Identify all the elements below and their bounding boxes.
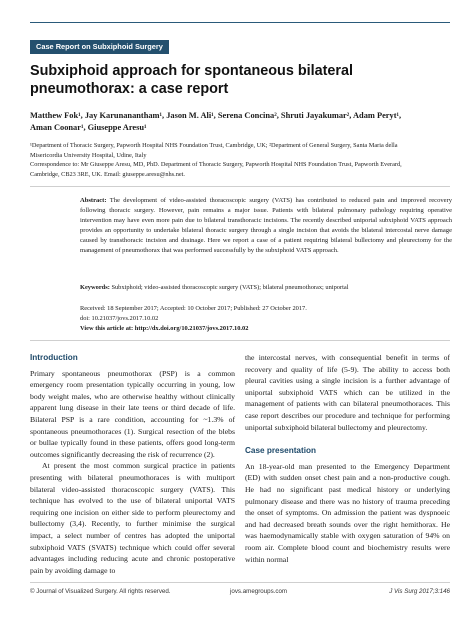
article-title: Subxiphoid approach for spontaneous bilateral pneumothorax: a case report xyxy=(30,63,354,97)
keywords xyxy=(80,283,452,293)
intro-paragraph-1: Primary spontaneous pneumothorax (PSP) is a common emergency room presentation typically occurring in young, low body weight males, who are otherwise healthy without clinically apparent lung disease in their late teens or third decade of life. Bilateral PSP is a rare condition, accounting for ~1.3% of spontaneous pneumothoraces (1). Surgical resection of the blebs or bullae typically found in these patients, offers good long-term outcomes significantly decreasing the risk of recurrence (2). xyxy=(30,368,235,459)
affiliation-line-2: Misericordia University Hospital, Udine, Italy xyxy=(30,151,147,159)
right-column xyxy=(245,352,450,565)
left-column xyxy=(30,352,235,576)
author-line-1: Matthew Fok¹, Jay Karunanantham¹, Jason M. Ali¹, Serena Concina², Shruti Jayakumar², Adam Peryt¹, xyxy=(30,111,402,120)
abstract-label: Abstract: xyxy=(80,197,107,204)
keywords-label: Keywords: xyxy=(80,284,110,291)
received-dates: Received: 18 September 2017; Accepted: 10 October 2017; Published: 27 October 2017. xyxy=(80,305,307,312)
divider xyxy=(30,186,450,187)
author-list xyxy=(30,110,450,134)
intro-paragraph-3: the intercostal nerves, with consequential benefit in terms of recovery and quality of life (5-9). The ability to access both pleural cavities using a single incision is a further advantage of uniportal subxiphoid VATS which can be utilized in the management of patients with can bilateral pneumothoraces. This case report describes our procedure and technique for performing uniportal subxiphoid bilateral bullectomy and pleurectomy. xyxy=(245,353,450,432)
footer-citation: J Vis Surg 2017;3:146 xyxy=(389,588,450,595)
keywords-text: Subxiphoid; video-assisted thoracoscopic surgery (VATS); bilateral pneumothorax; uniportal xyxy=(111,284,349,291)
footer-copyright: © Journal of Visualized Surgery. All rights reserved. xyxy=(30,588,171,595)
header-rule xyxy=(30,22,450,23)
intro-paragraph-2: At present the most common surgical practice in patients presenting with bilateral pneumothoraces is with multiport bilateral video-assisted thoracoscopic surgery (VATS). This technique has evolved to the use of bilateral uniportal VATS requiring one incision on either side to perform pleurectomy and bullectomy (3,4). Recently, to further minimise the surgical impact, a select number of centres has adopted the uniportal subxiphoid VATS (SVATS) technique which could offer several advantages including reducing acute and chronic postoperative pain by avoiding damage to xyxy=(30,461,235,575)
doi: doi: 10.21037/jovs.2017.10.02 xyxy=(80,315,159,322)
view-article-label: View this article at: xyxy=(80,325,134,332)
divider xyxy=(30,340,450,341)
affiliation-line-1: ¹Department of Thoracic Surgery, Papworth Hospital NHS Foundation Trust, Cambridge, UK; ²Department of General Surgery, Santa Maria della xyxy=(30,142,398,149)
abstract-text: The development of video-assisted thoracoscopic surgery (VATS) has contributed to reduced pain and improved recovery following thoracic surgery. However, pain remains a major issue. Patients with bilateral pulmonary pathology requiring operative intervention may have even more pain due to bilateral transthoracic incisions. The recently described uniportal subxiphoid VATS approach provides an opportunity to undertake bilateral thoracic surgery through a single incision that avoids the bilateral intercostal nerve damage caused by transthoracic incision and drainage. Here we report a case of a patient requiring bilateral bullectomy and pleurectomy for the management of pneumothorax that was performed successfully by the subxiphoid VATS approach. xyxy=(80,197,452,254)
case-paragraph-1: An 18-year-old man presented to the Emergency Department (ED) with sudden onset chest pain and a non-productive cough. He had no significant past medical history or underlying pulmonary disease and there was no history of trauma preceding the onset of symptoms. On admission the patient was dyspnoeic and had decreased breath sounds over the right hemithorax. He was haemodynamically stable with oxygen saturation of 94% on room air. Complete blood count and biochemistry results were within normal xyxy=(245,461,450,564)
section-heading-case-presentation: Case presentation xyxy=(245,446,316,456)
view-article-link[interactable]: http://dx.doi.org/10.21037/jovs.2017.10.02 xyxy=(134,325,249,332)
footer-journal-url[interactable]: jovs.amegroups.com xyxy=(230,588,288,595)
article-type-tag: Case Report on Subxiphoid Surgery xyxy=(30,40,169,54)
footer-rule xyxy=(30,582,450,583)
author-line-2: Aman Coonar¹, Giuseppe Aresu¹ xyxy=(30,123,147,132)
abstract xyxy=(80,196,452,256)
section-heading-introduction: Introduction xyxy=(30,353,78,362)
correspondence-line-2: Cambridge, CB23 3RE, UK. Email: giuseppe.aresu@nhs.net. xyxy=(30,170,185,178)
article-dates xyxy=(80,304,452,334)
affiliations xyxy=(30,141,450,179)
correspondence-line-1: Correspondence to: Mr Giuseppe Aresu, MD, PhD. Department of Thoracic Surgery, Papworth Hospital NHS Foundation Trust, Papworth Everard, xyxy=(30,161,402,169)
